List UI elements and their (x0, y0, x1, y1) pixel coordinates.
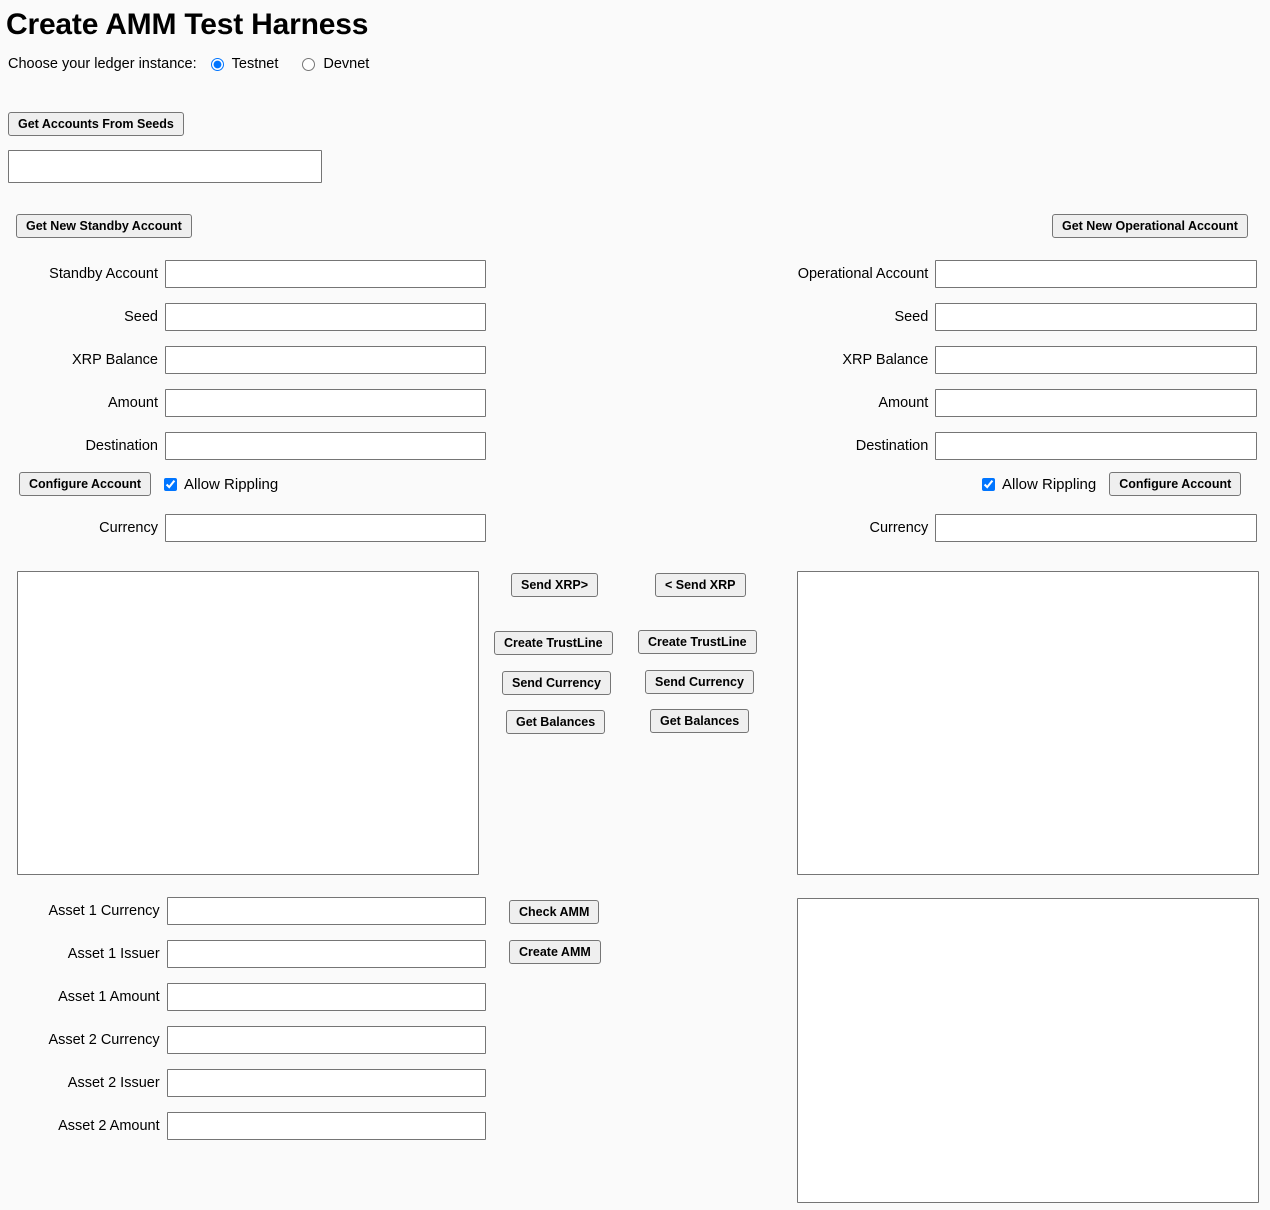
create-trustline-right-button[interactable]: Create TrustLine (638, 630, 757, 654)
field-standby-currency (0, 514, 486, 542)
operational-result-textarea[interactable] (797, 571, 1259, 875)
operational-allow-rippling[interactable] (982, 476, 1096, 493)
field-standby-account-input[interactable] (165, 260, 486, 288)
field-operational-seed-input[interactable] (935, 303, 1257, 331)
field-operational-amount (770, 389, 1257, 417)
field-operational-xrp-balance-label: XRP Balance (842, 352, 929, 368)
field-asset1-issuer (0, 940, 486, 968)
field-operational-amount-input[interactable] (935, 389, 1257, 417)
get-balances-right-button[interactable]: Get Balances (650, 709, 749, 733)
seeds-textarea[interactable] (8, 150, 322, 183)
get-accounts-from-seeds-button[interactable]: Get Accounts From Seeds (8, 112, 184, 136)
field-asset1-currency (0, 897, 486, 925)
field-standby-xrp-balance-label: XRP Balance (72, 352, 158, 368)
field-asset2-currency-label: Asset 2 Currency (48, 1032, 160, 1048)
operational-allow-rippling-checkbox[interactable] (982, 478, 995, 491)
field-standby-currency-input[interactable] (165, 514, 486, 542)
field-operational-currency-label: Currency (869, 520, 929, 536)
field-asset2-currency (0, 1026, 486, 1054)
field-asset2-currency-input[interactable] (167, 1026, 486, 1054)
field-standby-xrp-balance-input[interactable] (165, 346, 486, 374)
field-asset1-issuer-input[interactable] (167, 940, 486, 968)
standby-result-textarea[interactable] (17, 571, 479, 875)
field-standby-destination (0, 432, 486, 460)
operational-configure-row (982, 472, 1241, 496)
field-asset2-amount (0, 1112, 486, 1140)
field-standby-seed (0, 303, 486, 331)
standby-allow-rippling[interactable] (164, 476, 278, 493)
operational-configure-account-button[interactable]: Configure Account (1109, 472, 1241, 496)
field-asset1-amount-input[interactable] (167, 983, 486, 1011)
field-asset1-amount-label: Asset 1 Amount (58, 989, 160, 1005)
field-operational-destination (770, 432, 1257, 460)
field-standby-amount (0, 389, 486, 417)
field-standby-destination-label: Destination (85, 438, 158, 454)
field-standby-account-label: Standby Account (49, 266, 158, 282)
standby-allow-rippling-label: Allow Rippling (184, 475, 279, 493)
field-standby-amount-label: Amount (108, 395, 158, 411)
field-asset2-issuer-label: Asset 2 Issuer (67, 1075, 160, 1091)
field-standby-account (0, 260, 486, 288)
field-operational-xrp-balance-input[interactable] (935, 346, 1257, 374)
field-asset1-currency-label: Asset 1 Currency (48, 903, 160, 919)
radio-testnet[interactable] (211, 56, 279, 72)
field-operational-xrp-balance (770, 346, 1257, 374)
page-title: Create AMM Test Harness (6, 8, 369, 41)
get-new-standby-account-button[interactable]: Get New Standby Account (16, 214, 192, 238)
field-operational-currency (770, 514, 1257, 542)
standby-allow-rippling-checkbox[interactable] (164, 478, 177, 491)
field-operational-account-input[interactable] (935, 260, 1257, 288)
get-new-operational-account-button[interactable]: Get New Operational Account (1052, 214, 1248, 238)
radio-devnet[interactable] (302, 56, 369, 72)
operational-allow-rippling-label: Allow Rippling (1002, 475, 1097, 493)
field-operational-account-label: Operational Account (797, 266, 929, 282)
check-amm-button[interactable]: Check AMM (509, 900, 599, 924)
field-operational-account (770, 260, 1257, 288)
field-standby-amount-input[interactable] (165, 389, 486, 417)
field-standby-seed-label: Seed (124, 309, 158, 325)
field-asset2-amount-label: Asset 2 Amount (58, 1118, 160, 1134)
send-currency-right-button[interactable]: Send Currency (645, 670, 754, 694)
field-operational-currency-input[interactable] (935, 514, 1257, 542)
field-operational-seed-label: Seed (894, 309, 929, 325)
radio-devnet-input[interactable] (302, 58, 315, 71)
send-xrp-right-button[interactable]: Send XRP> (511, 573, 598, 597)
standby-configure-row (19, 472, 278, 496)
field-asset1-amount (0, 983, 486, 1011)
standby-configure-account-button[interactable]: Configure Account (19, 472, 151, 496)
ledger-instance-label: Choose your ledger instance: (8, 56, 197, 72)
ledger-instance-chooser (8, 56, 1270, 72)
radio-testnet-input[interactable] (211, 58, 224, 71)
send-xrp-left-button[interactable]: < Send XRP (655, 573, 746, 597)
field-asset2-issuer-input[interactable] (167, 1069, 486, 1097)
field-operational-amount-label: Amount (878, 395, 929, 411)
radio-devnet-label: Devnet (323, 56, 370, 72)
field-asset1-issuer-label: Asset 1 Issuer (67, 946, 160, 962)
field-operational-destination-input[interactable] (935, 432, 1257, 460)
field-standby-seed-input[interactable] (165, 303, 486, 331)
field-standby-currency-label: Currency (99, 520, 158, 536)
field-asset2-issuer (0, 1069, 486, 1097)
field-asset2-amount-input[interactable] (167, 1112, 486, 1140)
field-asset1-currency-input[interactable] (167, 897, 486, 925)
radio-testnet-label: Testnet (231, 56, 279, 72)
create-amm-button[interactable]: Create AMM (509, 940, 601, 964)
create-trustline-left-button[interactable]: Create TrustLine (494, 631, 613, 655)
amm-result-textarea[interactable] (797, 898, 1259, 1203)
send-currency-left-button[interactable]: Send Currency (502, 671, 611, 695)
field-operational-seed (770, 303, 1257, 331)
get-balances-left-button[interactable]: Get Balances (506, 710, 605, 734)
field-operational-destination-label: Destination (855, 438, 929, 454)
field-standby-xrp-balance (0, 346, 486, 374)
field-standby-destination-input[interactable] (165, 432, 486, 460)
